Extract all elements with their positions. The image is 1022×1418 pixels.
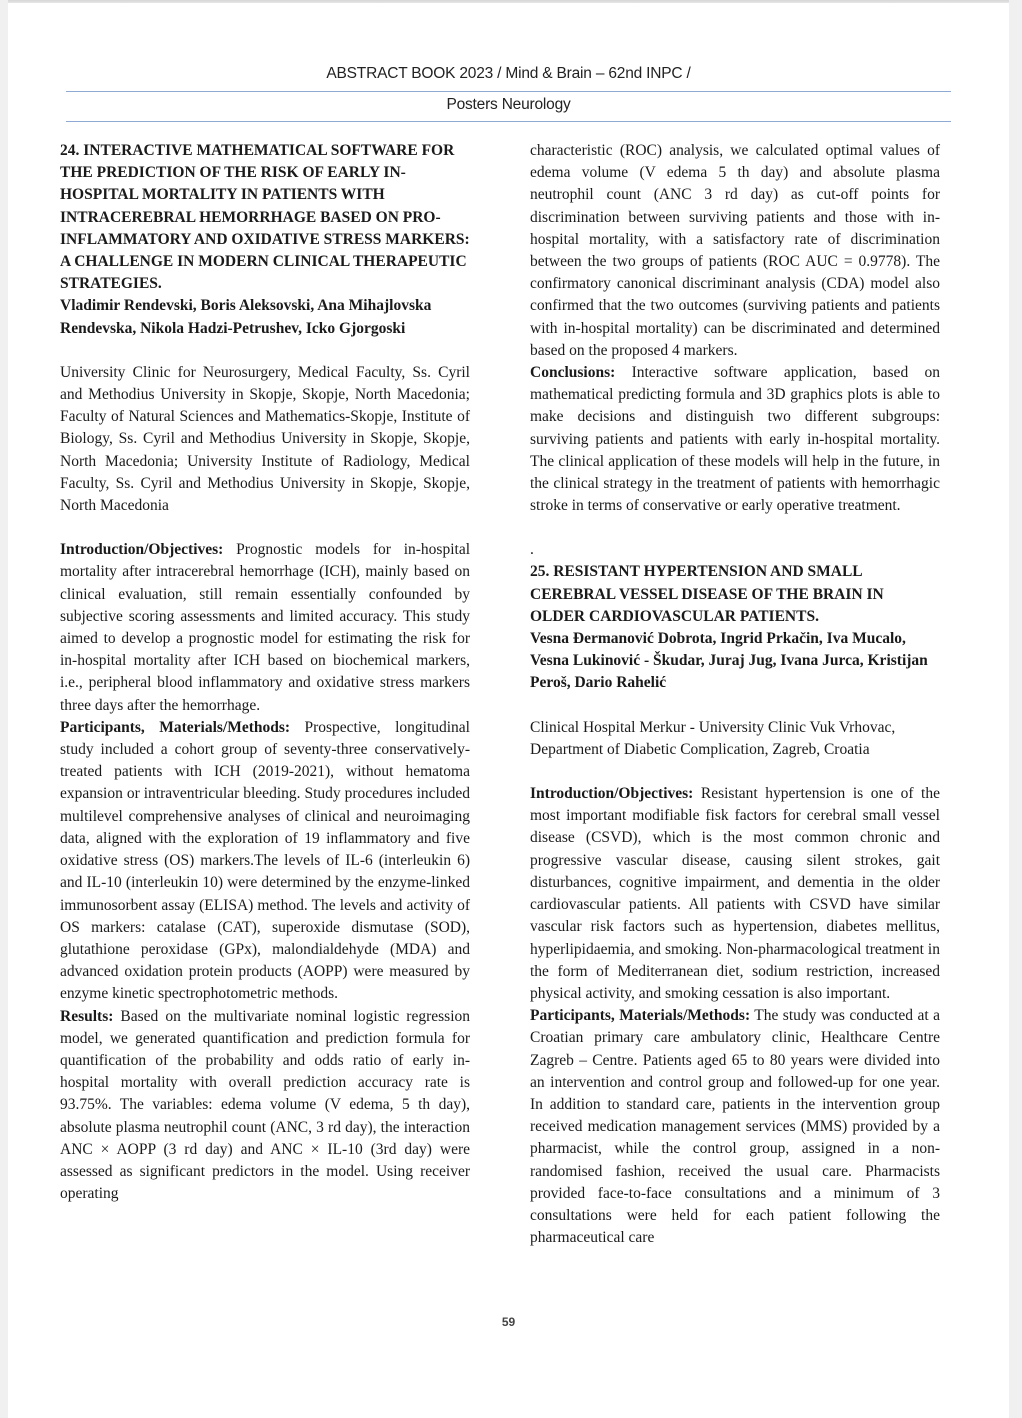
running-header-section: Posters Neurology <box>446 96 571 113</box>
section-text: The study was conducted at a Croatian primary care ambulatory clinic, Healthcare Centre Zagreb – Centre. Patients aged 65 to 80 years were divided into an intervention and control group and followed-up for one year. In addition to standard care, patients in the intervention group received medication management services (MMS) provided by a pharmacist, while the control group, assigned in a non-randomised fashion, received the usual care. Pharmacists provided face-to-face consultations and a minimum of 3 consultations were held for each patient following the pharmaceutical care <box>530 1007 940 1247</box>
document-page <box>8 3 1009 1418</box>
header-rule-top <box>66 91 951 92</box>
separator-dot: . <box>530 541 534 559</box>
abstract-25-authors: Vesna Đermanović Dobrota, Ingrid Prkačin, Iva Mucalo, Vesna Lukinović - Škudar, Juraj Jug, Ivana Jurca, Kristijan Peroš, Dario Rahelić <box>530 630 928 692</box>
abstract-24-conclusions <box>530 362 940 517</box>
section-label: Introduction/Objectives: <box>60 541 224 559</box>
section-text: Resistant hypertension is one of the most important modifiable fisk factors for cerebral small vessel disease (CSVD), which is the most common chronic and progressive vascular disease, causing silent strokes, gait disturbances, cognitive impairment, and dementia in the older cardiovascular patients. All patients with CSVD have similar vascular risk factors such as hypertension, diabetes mellitus, hyperlipidaemia, and smoking. Non-pharmacological treatment in the form of Mediterranean diet, sodium restriction, increased physical activity, and smoking cessation is also important. <box>530 785 940 1002</box>
left-column <box>60 140 470 1205</box>
page-number: 59 <box>501 1315 516 1329</box>
abstract-25-affiliation: Clinical Hospital Merkur - University Clinic Vuk Vrhovac, Department of Diabetic Complication, Zagreb, Croatia <box>530 718 896 758</box>
header-rule-bottom <box>66 121 951 122</box>
section-text: Interactive software application, based on mathematical predicting formula and 3D graphics plots is able to make decisions and distinguish two different subgroups: surviving patients and patients with early in-hospital mortality. The clinical application of these models will help in the future, in the clinical strategy in the treatment of patients with hemorrhagic stroke in terms of conservative or early operative treatment. <box>530 364 940 515</box>
section-text: Based on the multivariate nominal logistic regression model, we generated quantification and prediction formula for quantification of the probability and odds ratio of early in-hospital mortality with overall prediction accuracy rate is 93.75%. The variables: edema volume (V edema, 5 th day), absolute plasma neutrophil count (ANC, 3 rd day), the interaction ANC × AOPP (3 rd day) and ANC × IL-10 (3rd day) were assessed as significant predictors in the model. Using receiver operating <box>60 1007 470 1203</box>
section-label: Participants, Materials/Methods: <box>530 1007 751 1025</box>
section-text: Prospective, longitudinal study included a cohort group of seventy-three conservatively-treated patients with ICH (2019-2021), without hematoma expansion or intraventricular bleeding. Study procedures included multilevel comprehensive analyses of clinical and neuroimaging data, aligned with the exploration of 19 inflammatory and five oxidative stress (OS) markers.The levels of IL-6 (interleukin 6) and IL-10 (interleukin 10) were determined by the enzyme-linked immunosorbent assay (ELISA) method. The levels and activity of OS markers: catalase (CAT), superoxide dismutase (SOD), glutathione peroxidase (GPx), malondialdehyde (MDA) and advanced oxidation protein products (AOPP) were measured by enzyme kinetic spectrophotometric methods. <box>60 718 470 1003</box>
abstract-24-introduction <box>60 539 470 717</box>
abstract-24-methods <box>60 717 470 1006</box>
abstract-25-introduction <box>530 783 940 1005</box>
abstract-24-affiliation: University Clinic for Neurosurgery, Medical Faculty, Ss. Cyril and Methodius University in Skopje, Skopje, North Macedonia; Faculty of Natural Sciences and Mathematics-Skopje, Institute of Biology, Ss. Cyril and Methodius University in Skopje, Skopje, North Macedonia; University Institute of Radiology, Medical Faculty, Ss. Cyril and Methodius University in Skopje, Skopje, North Macedonia <box>60 363 470 515</box>
section-label: Participants, Materials/Methods: <box>60 718 291 736</box>
section-label: Results: <box>60 1007 114 1025</box>
section-label: Introduction/Objectives: <box>530 785 694 803</box>
section-text: Prognostic models for in-hospital mortality after intracerebral hemorrhage (ICH), mainly based on clinical evaluation, still remain essentially confounded by subjective scoring assessments and limited accuracy. This study aimed to develop a prognostic model for estimating the risk for in-hospital mortality after ICH based on biochemical markers, i.e., peripheral blood inflammatory and oxidative stress markers three days after the hemorrhage. <box>60 541 470 714</box>
abstract-25-methods <box>530 1005 940 1249</box>
abstract-24-results <box>60 1006 470 1206</box>
abstract-24-title: 24. INTERACTIVE MATHEMATICAL SOFTWARE FOR THE PREDICTION OF THE RISK OF EARLY IN-HOSPITAL MORTALITY IN PATIENTS WITH INTRACEREBRAL HEMORRHAGE BASED ON PRO-INFLAMMATORY AND OXIDATIVE STRESS MARKERS: A CHALLENGE IN MODERN CLINICAL THERAPEUTIC STRATEGIES. <box>60 142 470 293</box>
abstract-24-authors: Vladimir Rendevski, Boris Aleksovski, Ana Mihajlovska Rendevska, Nikola Hadzi-Petrushev, Icko Gjorgoski <box>60 297 432 337</box>
section-label: Conclusions: <box>530 364 616 382</box>
abstract-24-results-continued: characteristic (ROC) analysis, we calculated optimal values of edema volume (V edema 5 th day) and absolute plasma neutrophil count (ANC 3 rd day) as cut-off points for discrimination between surviving patients and those with in-hospital mortality, with a satisfactory rate of discrimination between the two groups of patients (ROC AUC = 0.9778). The confirmatory canonical discriminant analysis (CDA) model also confirmed that the two outcomes (surviving patients and patients with in-hospital mortality) can be discriminated and determined based on the proposed 4 markers. <box>530 142 940 359</box>
abstract-25-title: 25. RESISTANT HYPERTENSION AND SMALL CEREBRAL VESSEL DISEASE OF THE BRAIN IN OLDER CARDIOVASCULAR PATIENTS. <box>530 563 884 625</box>
right-column <box>530 140 940 1249</box>
running-header-title: ABSTRACT BOOK 2023 / Mind & Brain – 62nd INPC / <box>326 65 691 82</box>
